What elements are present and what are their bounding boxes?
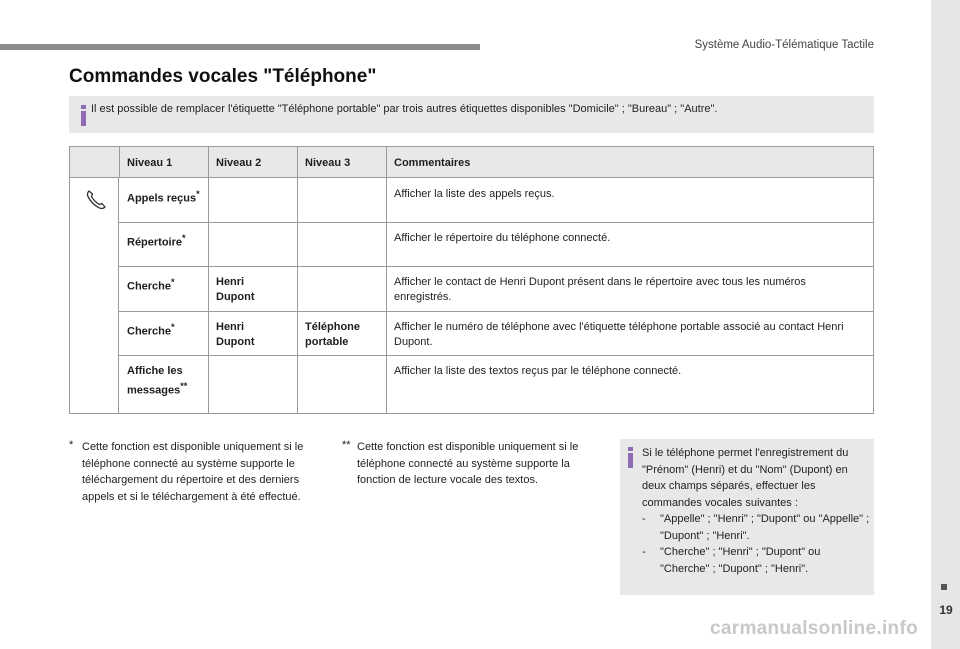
table-row-2-comment: Afficher le répertoire du téléphone connecté. <box>394 232 611 244</box>
icon-column <box>70 178 119 414</box>
table-row-4-comment: Afficher le numéro de téléphone avec l'étiquette téléphone portable associé au contact Henri Dupont. <box>394 321 844 348</box>
header-niveau-3: Niveau 3 <box>305 157 351 169</box>
phone-icon <box>84 188 108 212</box>
table-row-1-level-1: Appels reçus* <box>127 189 200 205</box>
table-row-1-comment: Afficher la liste des appels reçus. <box>394 188 555 200</box>
running-header: Système Audio-Télématique Tactile <box>694 39 874 51</box>
header-rule <box>0 44 480 50</box>
info-icon <box>625 447 637 468</box>
table-row-5-level-1: Affiche les messages** <box>127 365 188 397</box>
footnote-mark-double: ** <box>342 439 351 451</box>
side-note-text <box>642 445 870 577</box>
table-row-4-level-1: Cherche* <box>127 322 175 338</box>
list-item: - "Cherche" ; "Henri" ; "Dupont" ou "Cherche" ; "Dupont" ; "Henri". <box>642 546 821 575</box>
table-row-3-level-2: Henri Dupont <box>216 276 255 303</box>
table-row-3-comment: Afficher le contact de Henri Dupont présent dans le répertoire avec tous les numéros enregistrés. <box>394 276 806 303</box>
footnote-mark-single: * <box>69 439 74 451</box>
info-icon <box>78 105 90 126</box>
header-commentaires: Commentaires <box>394 157 471 169</box>
info-box <box>69 96 874 133</box>
info-text: Il est possible de remplacer l'étiquette "Téléphone portable" par trois autres étiquettes disponibles "Domicile" ; "Bureau" ; "Autre". <box>91 103 718 115</box>
side-note-box <box>620 439 874 595</box>
header-niveau-1: Niveau 1 <box>127 157 173 169</box>
side-margin-panel <box>931 0 960 649</box>
table-row-2-level-1: Répertoire* <box>127 233 186 249</box>
table-row-5-comment: Afficher la liste des textos reçus par le téléphone connecté. <box>394 365 682 377</box>
page-number: 19 <box>939 603 953 617</box>
table-row-4-level-3: Téléphone portable <box>305 321 361 348</box>
footnote-single: Cette fonction est disponible uniquement si le téléphone connecté au système supporte le téléchargement du répertoire et des derniers appels et si le téléchargement à été effectué. <box>82 441 304 503</box>
page-marker <box>941 584 947 590</box>
voice-commands-table <box>69 146 874 414</box>
header-niveau-2: Niveau 2 <box>216 157 262 169</box>
footnote-double: Cette fonction est disponible uniquement si le téléphone connecté au système supporte la fonction de lecture vocale des textos. <box>357 441 579 486</box>
page-title: Commandes vocales "Téléphone" <box>69 66 377 87</box>
side-note-intro: Si le téléphone permet l'enregistrement du "Prénom" (Henri) et du "Nom" (Dupont) en deux champs séparés, effectuer les commandes vocales suivantes : <box>642 447 849 509</box>
table-row-4-level-2: Henri Dupont <box>216 321 255 348</box>
table-header-row <box>70 147 873 178</box>
list-item: - "Appelle" ; "Henri" ; "Dupont" ou "Appelle" ; "Dupont" ; "Henri". <box>642 513 870 542</box>
table-row-3-level-1: Cherche* <box>127 277 175 293</box>
watermark: carmanualsonline.info <box>710 618 918 639</box>
